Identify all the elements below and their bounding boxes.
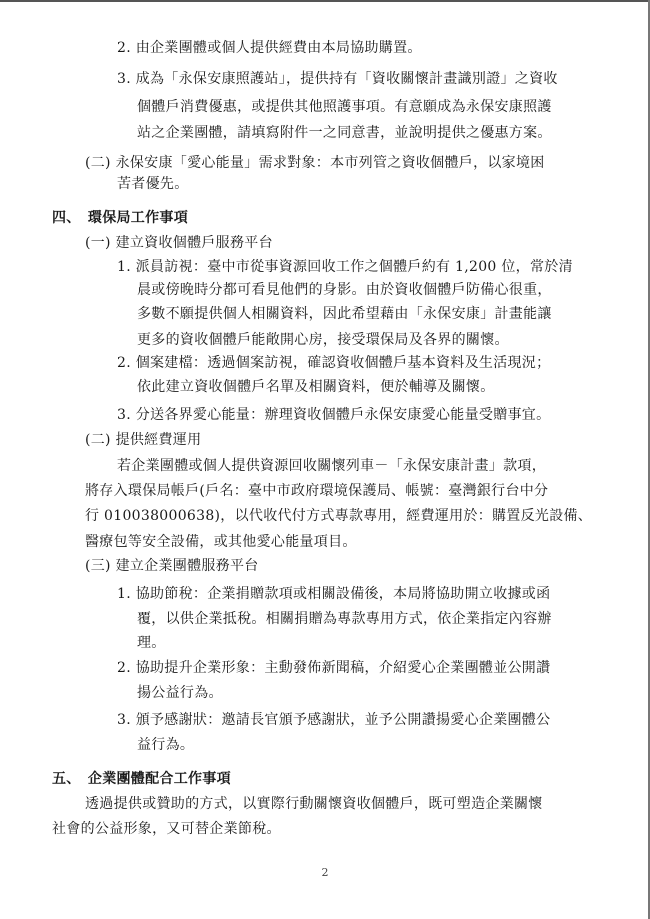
subsection-4-1: (一) 建立資收個體戶服務平台 bbox=[85, 235, 273, 251]
subsection-4-3: (三) 建立企業團體服務平台 bbox=[85, 558, 259, 574]
paragraph-4-2-cont: 行 010038000638)，以代收代付方式專款專用，經費運用於：購置反光設備、 bbox=[85, 508, 593, 524]
paragraph-4-2: 若企業團體或個人提供資源回收關懷列車－「永保安康計畫」款項， bbox=[117, 458, 546, 474]
list-item-4-1-3: 3. 分送各界愛心能量：辦理資收個體戶永保安康愛心能量受贈事宜。 bbox=[117, 407, 551, 423]
list-item-4-1-2: 2. 個案建檔：透過個案訪視，確認資收個體戶基本資料及生活現況； bbox=[117, 355, 551, 371]
subsection-3-2-cont: 苦者優先。 bbox=[117, 176, 189, 192]
list-item-4-1-1-cont: 多數不願提供個人相關資料，因此希望藉由「永保安康」計畫能讓 bbox=[137, 306, 552, 322]
list-item-4-3-2-cont: 揚公益行為。 bbox=[137, 685, 223, 701]
section-heading-4: 四、 環保局工作事項 bbox=[52, 210, 188, 226]
subsection-3-2: (二) 永保安康「愛心能量」需求對象：本市列管之資收個體戶，以家境困 bbox=[85, 155, 545, 171]
subsection-4-2: (二) 提供經費運用 bbox=[85, 432, 202, 448]
list-item-4-1-1-cont: 晨或傍晚時分都可看見他們的身影。由於資收個體戶防備心很重， bbox=[137, 282, 552, 298]
list-item-3-2: 2. 由企業團體或個人提供經費由本局協助購置。 bbox=[117, 40, 422, 56]
paragraph-4-2-cont: 將存入環保局帳戶(戶名：臺中市政府環境保護局、帳號：臺灣銀行台中分 bbox=[85, 483, 549, 499]
list-item-4-3-2: 2. 協助提升企業形象：主動發佈新聞稿，介紹愛心企業團體並公開讚 bbox=[117, 660, 551, 676]
paragraph-5-cont: 社會的公益形象，又可替企業節稅。 bbox=[52, 821, 281, 837]
page-top-border bbox=[0, 0, 650, 2]
page-number: 2 bbox=[321, 866, 329, 879]
list-item-4-3-3: 3. 頒予感謝狀：邀請長官頒予感謝狀，並予公開讚揚愛心企業團體公 bbox=[117, 712, 551, 728]
paragraph-5: 透過提供或贊助的方式，以實際行動關懷資收個體戶，既可塑造企業關懷 bbox=[85, 796, 543, 812]
list-item-4-1-1: 1. 派員訪視：臺中市從事資源回收工作之個體戶約有 1,200 位，常於清 bbox=[117, 259, 573, 275]
list-item-4-3-1: 1. 協助節稅：企業捐贈款項或相關設備後，本局將協助開立收據或函 bbox=[117, 586, 551, 602]
list-item-4-1-1-cont: 更多的資收個體戶能敞開心房，接受環保局及各界的關懷。 bbox=[137, 332, 509, 348]
section-heading-5: 五、 企業團體配合工作事項 bbox=[52, 771, 231, 787]
list-item-4-1-2-cont: 依此建立資收個體戶名單及相關資料，便於輔導及關懷。 bbox=[137, 379, 495, 395]
list-item-3-3-cont: 站之企業團體，請填寫附件一之同意書，並說明提供之優惠方案。 bbox=[137, 125, 552, 141]
list-item-4-3-1-cont: 覆，以供企業抵稅。相關捐贈為專款專用方式，依企業指定內容辦 bbox=[137, 611, 552, 627]
list-item-4-3-3-cont: 益行為。 bbox=[137, 737, 195, 753]
list-item-3-3: 3. 成為「永保安康照護站」，提供持有「資收關懷計畫識別證」之資收 bbox=[117, 71, 558, 87]
list-item-3-3-cont: 個體戶消費優惠，或提供其他照護事項。有意願成為永保安康照護 bbox=[137, 99, 552, 115]
list-item-4-3-1-cont: 理。 bbox=[137, 635, 166, 651]
paragraph-4-2-cont: 醫療包等安全設備，或其他愛心能量項目。 bbox=[85, 534, 357, 550]
